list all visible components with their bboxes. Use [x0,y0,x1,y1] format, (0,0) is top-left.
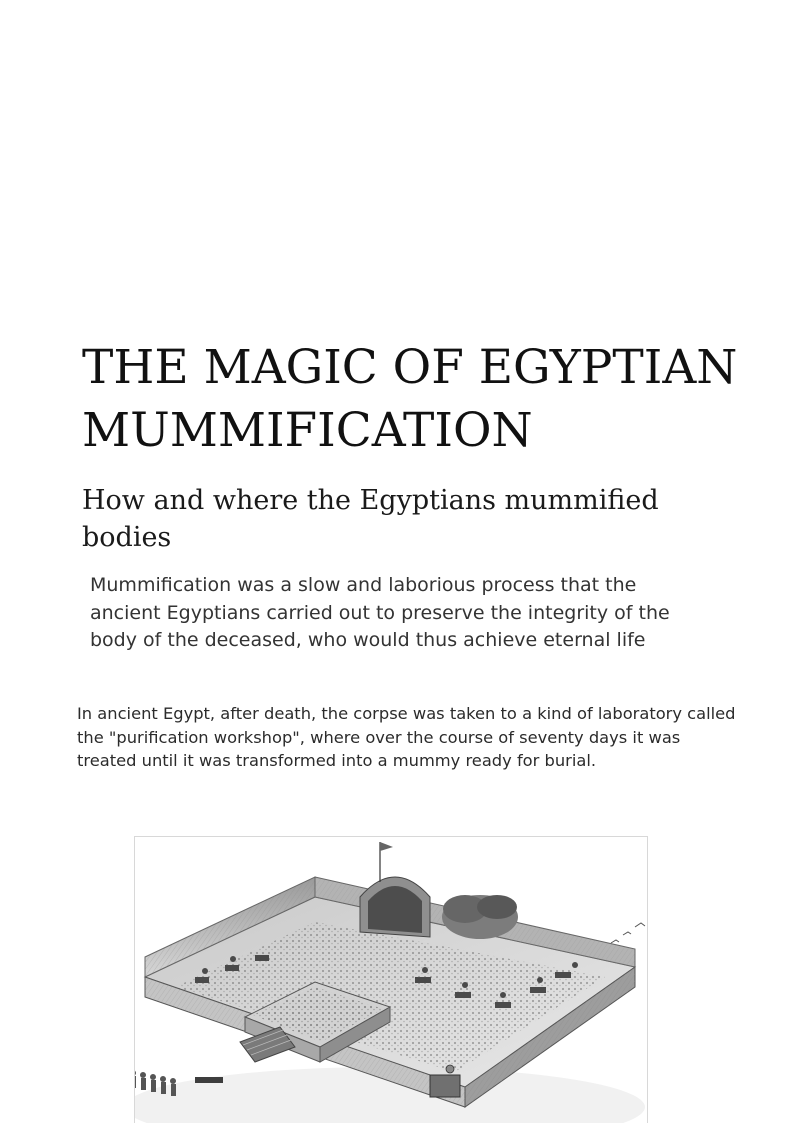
article-lead: Mummification was a slow and laborious process that the ancient Egyptians carried out to preserve the integrity of the body of the deceased, who would thus achieve eternal life [90,574,670,651]
article-body-paragraph: In ancient Egypt, after death, the corpse was taken to a kind of laboratory called the "purification workshop", where over the course of seventy days it was treated until it was transformed into a mummy ready for burial. [77,704,736,770]
purification-workshop-illustration [134,836,648,1123]
workshop-drawing [135,837,648,1123]
article-title: THE MAGIC OF EGYPTIAN MUMMIFICATION [82,340,738,458]
article-subtitle: How and where the Egyptians mummified bodies [82,485,659,553]
